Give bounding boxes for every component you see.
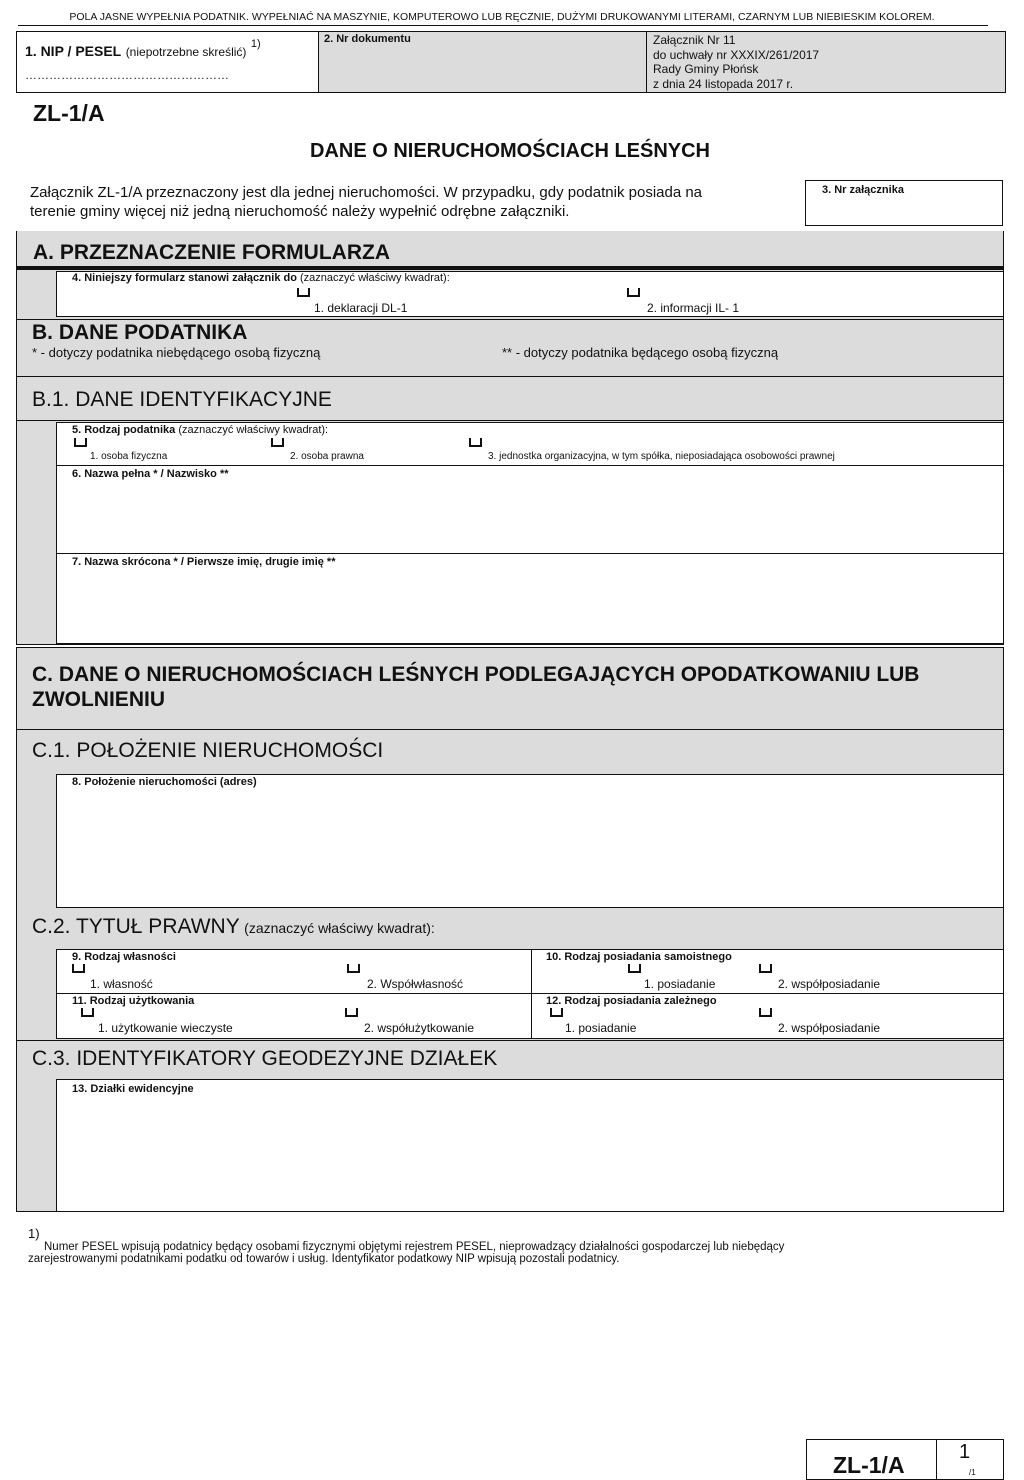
- option-wspolwlasnosc: 2. Współwłasność: [367, 977, 464, 991]
- checkbox-osoba-fizyczna[interactable]: [74, 438, 87, 447]
- option-osoba-fizyczna: 1. osoba fizyczna: [90, 451, 168, 462]
- section-a-title: A. PRZEZNACZENIE FORMULARZA: [33, 241, 390, 264]
- section-b1-title: B.1. DANE IDENTYFIKACYJNE: [32, 388, 332, 411]
- section-c-divider: [16, 729, 1004, 730]
- option-wspolposiadanie-zalezne: 2. współposiadanie: [778, 1021, 881, 1035]
- field-8-label: 8. Położenie nieruchomości (adres): [72, 776, 257, 788]
- option-uzytkowanie-wieczyste: 1. użytkowanie wieczyste: [98, 1021, 233, 1035]
- field-4-box: [56, 271, 1004, 317]
- attachment-number-box[interactable]: [805, 180, 1003, 226]
- checkbox-posiadanie-zalezne[interactable]: [550, 1008, 563, 1017]
- section-c2-title: C.2. TYTUŁ PRAWNY: [32, 915, 240, 938]
- option-dl1: 1. deklaracji DL-1: [314, 301, 408, 315]
- footer-code: ZL-1/A: [833, 1452, 905, 1478]
- section-c-title-line-1: C. DANE O NIERUCHOMOŚCIACH LEŚNYCH PODLEGAJĄCYCH OPODATKOWANIU LUB: [32, 663, 920, 686]
- footer-page-of: /1: [969, 1468, 976, 1477]
- field-11-label: 11. Rodzaj użytkowania: [72, 995, 195, 1007]
- section-a-rule: [16, 266, 1004, 270]
- section-c2-note: (zaznaczyć właściwy kwadrat):: [244, 920, 435, 936]
- attachment-line-1: Załącznik Nr 11: [653, 33, 736, 47]
- top-instruction: POLA JASNE WYPEŁNIA PODATNIK. WYPEŁNIAĆ NA MASZYNIE, KOMPUTEROWO LUB RĘCZNIE, DUŻYMI DRUKOWANYMI LITERAMI, CZARNYM LUB NIEBIESKIM KOLOREM.: [69, 11, 935, 23]
- checkbox-il1[interactable]: [627, 288, 640, 297]
- field-12-label: 12. Rodzaj posiadania zależnego: [546, 995, 717, 1007]
- field-13-box[interactable]: [56, 1079, 1004, 1212]
- attachment-number-label: 3. Nr załącznika: [822, 184, 904, 196]
- footnote-line-1: Numer PESEL wpisują podatnicy będący osobami fizycznymi objętymi rejestrem PESEL, nieprowadzący działalności gospodarczej lub niebędący: [44, 1241, 785, 1253]
- field-6-box[interactable]: [56, 465, 1004, 555]
- option-osoba-prawna: 2. osoba prawna: [290, 451, 364, 462]
- field-9-box: [56, 949, 533, 995]
- attachment-line-4: z dnia 24 listopada 2017 r.: [653, 76, 794, 91]
- checkbox-wspoluzytkowanie[interactable]: [345, 1008, 358, 1017]
- field-8-box[interactable]: [56, 774, 1004, 908]
- checkbox-wspolwlasnosc[interactable]: [347, 964, 360, 973]
- attachment-info-box: [646, 31, 1006, 93]
- intro-line-1: Załącznik ZL-1/A przeznaczony jest dla jednej nieruchomości. W przypadku, gdy podatnik posiada na: [30, 184, 703, 201]
- section-b1-divider: [16, 420, 1004, 421]
- checkbox-wspolposiadanie-zalezne[interactable]: [759, 1008, 772, 1017]
- field-4-label: 4. Niniejszy formularz stanowi załącznik do: [72, 272, 297, 284]
- field-12-box: [531, 993, 1004, 1039]
- checkbox-wlasnosc[interactable]: [72, 964, 85, 973]
- section-b-note-2: ** - dotyczy podatnika będącego osobą fizyczną: [502, 345, 779, 360]
- nip-footnote-ref: 1): [250, 38, 261, 50]
- option-wspoluzytkowanie: 2. współużytkowanie: [364, 1021, 475, 1035]
- footer-page-box: [936, 1439, 1004, 1480]
- checkbox-osoba-prawna[interactable]: [271, 438, 284, 447]
- option-jednostka: 3. jednostka organizacyjna, w tym spółka, nieposiadająca osobowości prawnej: [488, 451, 835, 462]
- checkbox-wspolposiadanie-samoistne[interactable]: [759, 964, 772, 973]
- section-b-divider: [16, 376, 1004, 377]
- option-il1: 2. informacji IL- 1: [647, 301, 740, 315]
- checkbox-dl1[interactable]: [297, 288, 310, 297]
- footer-page-number: 1: [959, 1441, 971, 1463]
- top-rule: [18, 25, 988, 26]
- section-c3-title: C.3. IDENTYFIKATORY GEODEZYJNE DZIAŁEK: [32, 1047, 498, 1070]
- nip-note: (niepotrzebne skreślić): [125, 45, 247, 59]
- checkbox-jednostka[interactable]: [469, 438, 482, 447]
- option-wlasnosc: 1. własność: [90, 977, 153, 991]
- attachment-line-2: do uchwały nr XXXIX/261/2017: [653, 47, 820, 62]
- option-posiadanie-zalezne: 1. posiadanie: [565, 1021, 637, 1035]
- field-5-note: (zaznaczyć właściwy kwadrat):: [178, 424, 329, 436]
- section-c1-title: C.1. POŁOŻENIE NIERUCHOMOŚCI: [32, 739, 384, 762]
- main-title: DANE O NIERUCHOMOŚCIACH LEŚNYCH: [309, 140, 711, 162]
- field-6-label: 6. Nazwa pełna * / Nazwisko **: [72, 468, 229, 480]
- field-10-label: 10. Rodzaj posiadania samoistnego: [546, 951, 732, 963]
- form-code: ZL-1/A: [33, 100, 105, 126]
- section-b-note-1: * - dotyczy podatnika niebędącego osobą fizyczną: [32, 345, 321, 360]
- footer-code-box: [806, 1439, 938, 1480]
- field-7-box[interactable]: [56, 553, 1004, 644]
- field-10-box: [531, 949, 1004, 995]
- nip-dots: ……………………………………………: [25, 68, 229, 82]
- section-c-title-line-2: ZWOLNIENIU: [32, 688, 165, 711]
- field-9-label: 9. Rodzaj własności: [72, 951, 176, 963]
- field-13-label: 13. Działki ewidencyjne: [72, 1083, 194, 1095]
- field-5-label: 5. Rodzaj podatnika: [72, 424, 176, 436]
- field-11-box: [56, 993, 533, 1039]
- checkbox-posiadanie-samoistne[interactable]: [628, 964, 641, 973]
- checkbox-uzytkowanie-wieczyste[interactable]: [81, 1008, 94, 1017]
- section-b-title: B. DANE PODATNIKA: [32, 321, 248, 344]
- field-4-note: (zaznaczyć właściwy kwadrat):: [300, 272, 450, 284]
- intro-line-2: terenie gminy więcej niż jedną nieruchomość należy wypełnić odrębne załączniki.: [30, 203, 570, 220]
- nip-label: 1. NIP / PESEL: [25, 43, 122, 59]
- footnote-line-2: zarejestrowanymi podatnikami podatku od towarów i usług. Identyfikator podatkowy NIP wpisują pozostali podatnicy.: [28, 1253, 620, 1265]
- doc-number-box: [318, 31, 648, 93]
- doc-number-label: 2. Nr dokumentu: [324, 33, 411, 45]
- field-7-label: 7. Nazwa skrócona * / Pierwsze imię, drugie imię **: [72, 556, 336, 568]
- nip-pesel-box[interactable]: [16, 31, 320, 93]
- option-posiadanie-samoistne: 1. posiadanie: [644, 977, 716, 991]
- field-5-box: [56, 422, 1004, 467]
- attachment-line-3: Rady Gminy Płońsk: [653, 62, 759, 76]
- option-wspolposiadanie-samoistne: 2. współposiadanie: [778, 977, 881, 991]
- footnote-marker: 1): [28, 1226, 40, 1241]
